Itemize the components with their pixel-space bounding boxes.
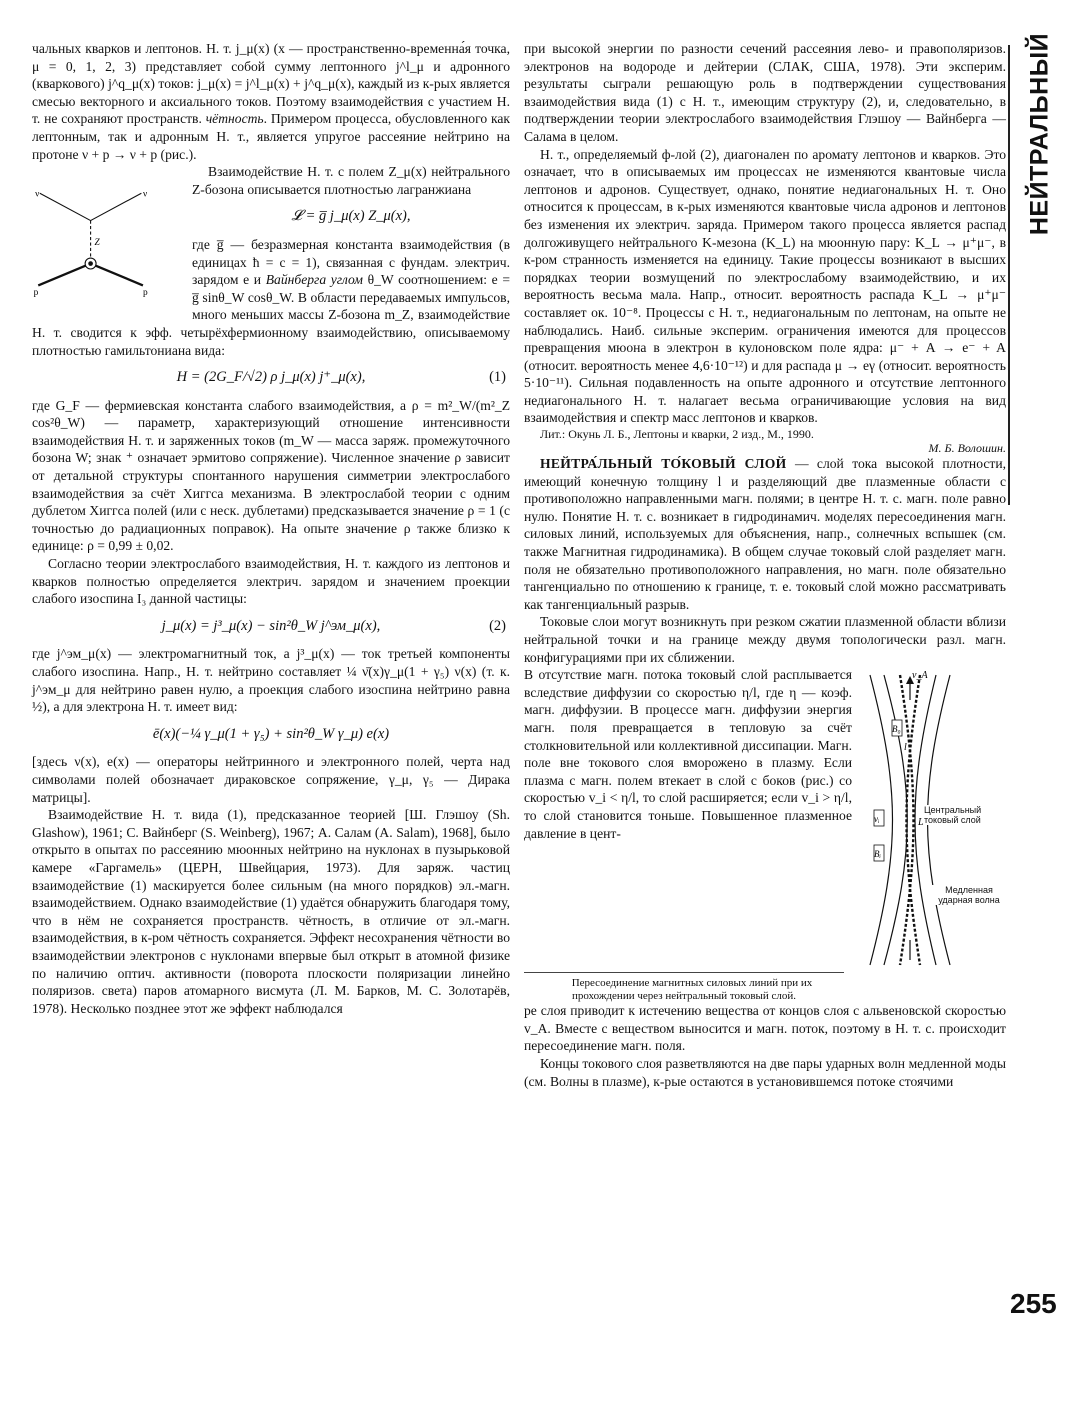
fig-label: l bbox=[904, 742, 907, 754]
paragraph: где G_F — фермиевская константа слабого взаимодействия, а ρ = m²_W/(m²_Z cos²θ_W) — параметр, характеризующий отношение интенсивности взаимодействия Н. т. и заряженных токов (m_W — масса заряж. промежуточного бозона W; знак ⁺ означает эрмитово сопряжение). Численное значение ρ зависит от детальной структуры спонтанного нарушения симметрии электрослабого взаимодействия за счёт Хиггса механизма. В электрослабой теории с одним дублетом Хиггса полей (или с неск. дублетами) предсказывается значение ρ = 1 (с точностью до радиационных поправок). На опыте значение ρ также близко к единице: ρ = 0,99 ± 0,02. bbox=[32, 397, 510, 554]
paragraph: Согласно теории электрослабого взаимодействия, Н. т. каждого из лептонов и кварков полностью определяется электрич. зарядом и значением проекции слабого изоспина I₃ данной частицы: bbox=[32, 556, 510, 607]
paragraph: чальных кварков и лептонов. Н. т. j_μ(x) (x — пространственно-временна́я точка, μ = 0, 1, 2, 3) представляет собой сумму лептонного j^l_μ и адронного (кваркового) j^q_μ(x) токов: j_μ(x) = j^l_μ(x) + j^q_μ(x), каждый из к-рых является смесью векторного и аксиального токов. Поэтому взаимодействия с участием Н. т. не сохраняют пространств. чётность. Примером процесса, обусловленного как лептонным, так и адронным Н. т., является упругое рассеяние нейтрино на протоне ν + p → ν + p (рис.). bbox=[32, 41, 510, 162]
formula-lagrangian: 𝓛 = g̅ j_μ(x) Z_μ(x), bbox=[291, 208, 411, 225]
fig-label: vᵢ bbox=[874, 814, 880, 825]
fig-label: ν bbox=[142, 189, 148, 200]
page-number: 255 bbox=[1010, 1288, 1057, 1319]
paragraph: Концы токового слоя разветвляются на две пары ударных волн медленной моды (см. Волны в плазме), к-рые остаются в установившемся потоке стоячими bbox=[524, 1055, 1006, 1089]
paragraph: где g̅ — безразмерная константа взаимодействия (в единицах ħ = c = 1), связанная с фундам. электрич. зарядом e и Вайнберга углом θ_W соотношением: e = g̅ sinθ_W cosθ_W. В области передаваемых импульсов, много меньших массы Z-бозона m_Z, взаимодействие Н. т. сводится к эфф. четырёхфермионному взаимодействию, описываемому плотностью гамильтониана вида: bbox=[32, 236, 511, 358]
fig-label: Bᵢ bbox=[874, 849, 881, 860]
fig-label: p bbox=[142, 287, 148, 298]
paragraph: Взаимодействие Н. т. вида (1), предсказанное теорией [Ш. Глэшоу (Sh. Glashow), 1961; С. Вайнберг (S. Weinberg), 1967; А. Салам (A. Salam), 1968], было открыто в опытах по рассеянию мюонных нейтрино на нуклонах в пузырьковой камере «Гаргамель» (ЦЕРН, Швейцария, 1973). Для заряж. частиц взаимодействие (1) маскируется более сильным (на много порядков) эл.-магн. взаимодействием. Однако взаимодействие (1) удаётся обнаружить благодаря тому, что в нём не сохраняется пространств. чётность, в отличие от эл.-магн. взаимодействия, в к-ром чётность сохраняется. Эффект несохранения чётности во взаимодействии электронов с нуклонами впервые был открыт в атомной физике по наличию оптич. активности (поворота плоскости поляризации линейно поляризов. света) паров атомарного висмута (Л. М. Барков, М. С. Золотарёв, 1978). Несколько позднее этот же эффект наблюдался bbox=[32, 807, 510, 1016]
fig-label: Z bbox=[94, 237, 100, 248]
left-column bbox=[32, 40, 510, 1017]
paragraph: при высокой энергии по разности сечений рассеяния лево- и правополяризов. электронов на водороде и дейтерии (СЛАК, США, 1978). Эти эксперим. результаты сыграли решающую роль в подтверждении существования взаимодействия вида (1) с Н. т., имеющим структуру (2), и, следовательно, в подтверждении теории электрослабого взаимодействия Глэшоу — Вайнберга — Салама в целом. bbox=[524, 41, 1006, 144]
fig-label: Медленная ударная волна bbox=[932, 885, 1006, 905]
literature: Лит.: Окунь Л. Б., Лептоны и кварки, 2 изд., М., 1990. М. Б. Волошин. bbox=[540, 427, 1006, 456]
formula-1: H = (2G_F/√2) ρ j_μ(x) j⁺_μ(x), (1) bbox=[176, 369, 506, 386]
paragraph: В отсутствие магн. потока токовый слой расплывается вследствие диффузии со скоростью η/l, где η — коэф. магн. диффузии. В процессе магн. диффузии энергия магн. поля превращается в тепловую за счёт столкновительной или коллективной диссипации. Магн. поле вне токового слоя вморожено в плазму. Если плазма с магн. полем втекает в слой с боков (рис.) со скоростью v_i < η/l, то слой расширяется; если v_i > η/l, то слой становится тоньше. Повышенное плазменное давление в цент- bbox=[524, 667, 852, 841]
formula-2: j_μ(x) = j³_μ(x) − sin²θ_W j^эм_μ(x), (2) bbox=[161, 617, 506, 634]
fig-label: ν bbox=[35, 189, 40, 200]
fig-label: B₀ bbox=[892, 724, 901, 735]
article-heading: НЕЙТРА́ЛЬНЫЙ ТО́КОВЫЙ СЛОЙ bbox=[540, 456, 787, 472]
paragraph: Н. т., определяемый ф-лой (2), диагонален по аромату лептонов и кварков. Это означает, что в описываемых им процессах не изменяются квантовые числа лептонов и адронов. Существует, однако, понятие недиагональных Н. т. Оно относится к процессам, в к-рых изменяются квантовые числа адронов и лептонов без изменения их электрич. заряда. Примером такого процесса является распад долгоживущего нейтрального K-мезона (K_L) на мюонную пару: K_L → μ⁺μ⁻, в к-ром странность изменяется на единицу. Такие процессы возникают в высших порядках теории возмущений по электрослабому взаимодействию, и их вероятность весьма мала. Напр., относит. вероятность распада K_L → μ⁺μ⁻ составляет ок. 10⁻⁸. Процессы с Н. т., недиагональным по лептонам, на опыте не наблюдались. Наиб. сильные эксперим. ограничения имеются для процессов превращения мюона в электрон в кулоновском поле ядра: μ⁻ + A → e⁻ + A (относит. вероятность менее 4,6·10⁻¹²) и для распада μ → eγ (относит. вероятность 5·10⁻¹¹). Сильная подавленность на опыте адронного и отсутствие лептонного недиагонального Н. т. налагает весьма ограничивающие условия на вид взаимодействия и спектр масс лептонов и кварков. bbox=[524, 146, 1006, 426]
fig-label: p bbox=[33, 287, 39, 298]
paragraph: Токовые слои могут возникнуть при резком сжатии плазменной области вблизи нейтральной точки и на границе между двумя топологически разл. магн. конфигурациями при их сближении. bbox=[524, 614, 1006, 665]
article-paragraph: НЕЙТРА́ЛЬНЫЙ ТО́КОВЫЙ СЛОЙ — слой тока высокой плотности, имеющий конечную толщину l и разделяющий две плазменные области с противоположно направленными магн. полями; в центре Н. т. с. магн. поле равно нулю. Понятие Н. т. с. возникает в гидродинамич. моделях пересоединения магн. силовых линий, используемых для объяснения, напр., солнечных вспышек (см. также Магнитная гидродинамика). В общем случае токовый слой разделяет магн. поля не обязательно противоположного направления, но магн. поле обязательно тангенциально по отношению к границе, т. е. токовый слой можно рассматривать как тангенциальный разрыв. bbox=[524, 456, 1006, 612]
fig-label: Центральный токовый слой bbox=[924, 805, 1006, 825]
feynman-diagram bbox=[32, 169, 182, 319]
paragraph: где j^эм_μ(x) — электромагнитный ток, а j³_μ(x) — ток третьей компоненты слабого изоспина. Напр., Н. т. нейтрино составляет ¼ ν̄(x)γ_μ(1 + γ₅) ν(x) (т. к. j^эм_μ для нейтрино равен нулю, а проекция слабого изоспина нейтрино равна ½), а для электрона Н. т. имеет вид: bbox=[32, 646, 510, 715]
fig-label: L bbox=[918, 817, 924, 829]
fig-label: v_A bbox=[912, 670, 928, 682]
side-heading-text: НЕЙТРАЛЬНЫЙ bbox=[1025, 32, 1054, 236]
formula-3: ē(x)(−¼ γ_μ(1 + γ₅) + sin²θ_W γ_μ) e(x) bbox=[152, 725, 390, 742]
current-sheet-figure bbox=[860, 670, 1006, 970]
right-column bbox=[524, 40, 1006, 1090]
paragraph: ре слоя приводит к истечению вещества от концов слоя с альвеновской скоростью v_A. Вместе с веществом выносится и магн. поток, поэтому в Н. т. с. происходит пересоединение магн. поля. bbox=[524, 1003, 1006, 1054]
side-heading bbox=[1014, 32, 1066, 236]
figure-caption: Пересоединение магнитных силовых линий при их прохождении через нейтральный токовый слой. bbox=[524, 972, 844, 1002]
side-rule bbox=[1008, 45, 1010, 505]
paragraph: Взаимодействие Н. т. с полем Z_μ(x) нейтрального Z-бозона описывается плотностью лагранжиана bbox=[192, 164, 510, 197]
paragraph: [здесь ν(x), e(x) — операторы нейтринного и электронного полей, черта над символами полей обозначает дираковское сопряжение, γ_μ, γ₅ — Дирака матрицы]. bbox=[32, 754, 510, 805]
